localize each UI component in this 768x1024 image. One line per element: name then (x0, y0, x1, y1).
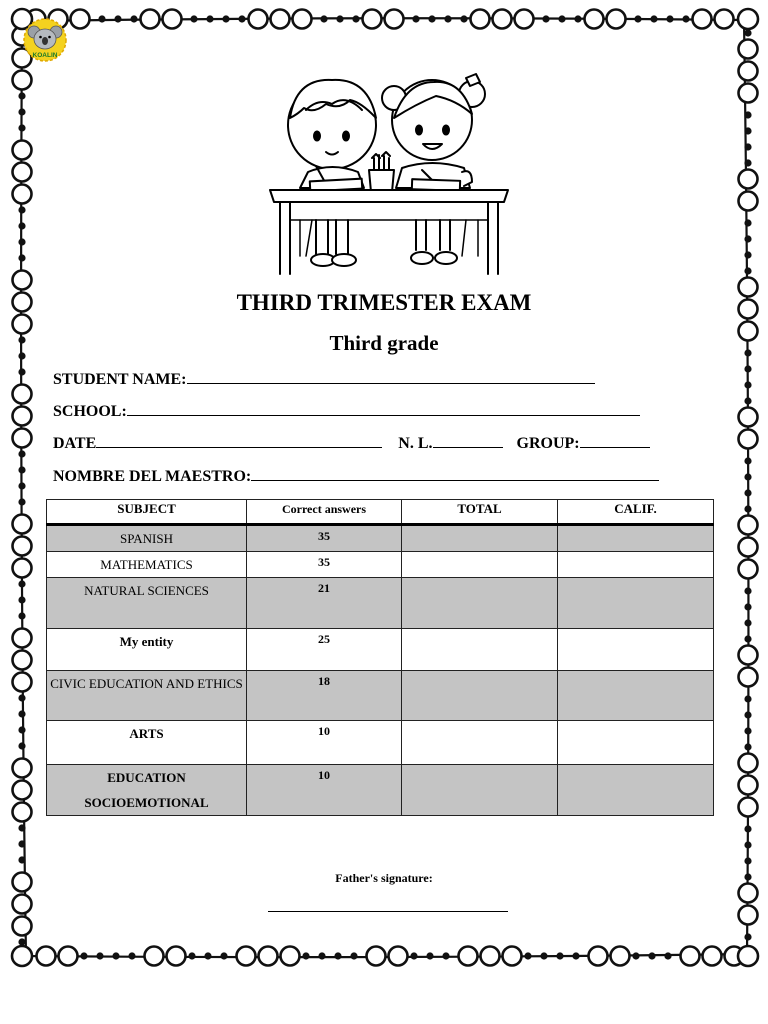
teacher-blank[interactable] (251, 467, 659, 481)
calif-cell[interactable] (558, 765, 714, 816)
subject-cell: SPANISH (47, 525, 247, 552)
children-at-desk-illustration (266, 70, 512, 275)
student-name-label: STUDENT NAME: (53, 371, 187, 388)
answers-cell: 18 (247, 671, 402, 721)
answers-cell: 10 (247, 765, 402, 816)
total-cell[interactable] (402, 629, 558, 671)
logo-text: KOALIN (32, 52, 58, 59)
header-calif: CALIF. (558, 500, 714, 525)
calif-cell[interactable] (558, 629, 714, 671)
school-blank[interactable] (127, 402, 640, 416)
date-label: DATE (53, 435, 97, 452)
table-header-row (47, 500, 714, 525)
calif-cell[interactable] (558, 525, 714, 552)
koala-logo (21, 17, 69, 63)
table-row (47, 525, 714, 552)
date-nl-group-field (53, 434, 650, 453)
calif-cell[interactable] (558, 721, 714, 765)
table-row (47, 552, 714, 578)
page-title: THIRD TRIMESTER EXAM (236, 290, 532, 315)
school-field (53, 402, 640, 421)
group-blank[interactable] (580, 434, 650, 448)
table-row (47, 721, 714, 765)
student-name-blank[interactable] (187, 370, 595, 384)
subject-cell: EDUCATION SOCIOEMOTIONAL (47, 765, 247, 816)
teacher-label: NOMBRE DEL MAESTRO: (53, 468, 252, 485)
header-correct-answers: Correct answers (247, 500, 402, 525)
table-row (47, 629, 714, 671)
subject-cell: MATHEMATICS (47, 552, 247, 578)
answers-cell: 35 (247, 552, 402, 578)
answers-cell: 35 (247, 525, 402, 552)
subject-cell: CIVIC EDUCATION AND ETHICS (47, 671, 247, 721)
header-subject: SUBJECT (47, 500, 247, 525)
signature-label: Father's signature: (335, 871, 433, 885)
subject-cell: My entity (47, 629, 247, 671)
total-cell[interactable] (402, 721, 558, 765)
nl-blank[interactable] (433, 434, 503, 448)
table-row (47, 765, 714, 816)
answers-cell: 21 (247, 578, 402, 629)
group-label: GROUP: (516, 435, 580, 452)
teacher-field (53, 467, 659, 486)
calif-cell[interactable] (558, 671, 714, 721)
calif-cell[interactable] (558, 552, 714, 578)
calif-cell[interactable] (558, 578, 714, 629)
answers-cell: 25 (247, 629, 402, 671)
total-cell[interactable] (402, 765, 558, 816)
student-name-field (53, 370, 595, 389)
grades-table (46, 499, 714, 816)
total-cell[interactable] (402, 578, 558, 629)
subject-cell: NATURAL SCIENCES (47, 578, 247, 629)
school-label: SCHOOL: (53, 403, 127, 420)
nl-label: N. L. (398, 435, 433, 452)
signature-line[interactable] (268, 911, 508, 912)
answers-cell: 10 (247, 721, 402, 765)
total-cell[interactable] (402, 525, 558, 552)
total-cell[interactable] (402, 552, 558, 578)
page-subtitle: Third grade (329, 331, 439, 355)
table-row (47, 578, 714, 629)
date-blank[interactable] (96, 434, 382, 448)
total-cell[interactable] (402, 671, 558, 721)
subject-cell: ARTS (47, 721, 247, 765)
table-row (47, 671, 714, 721)
header-total: TOTAL (402, 500, 558, 525)
